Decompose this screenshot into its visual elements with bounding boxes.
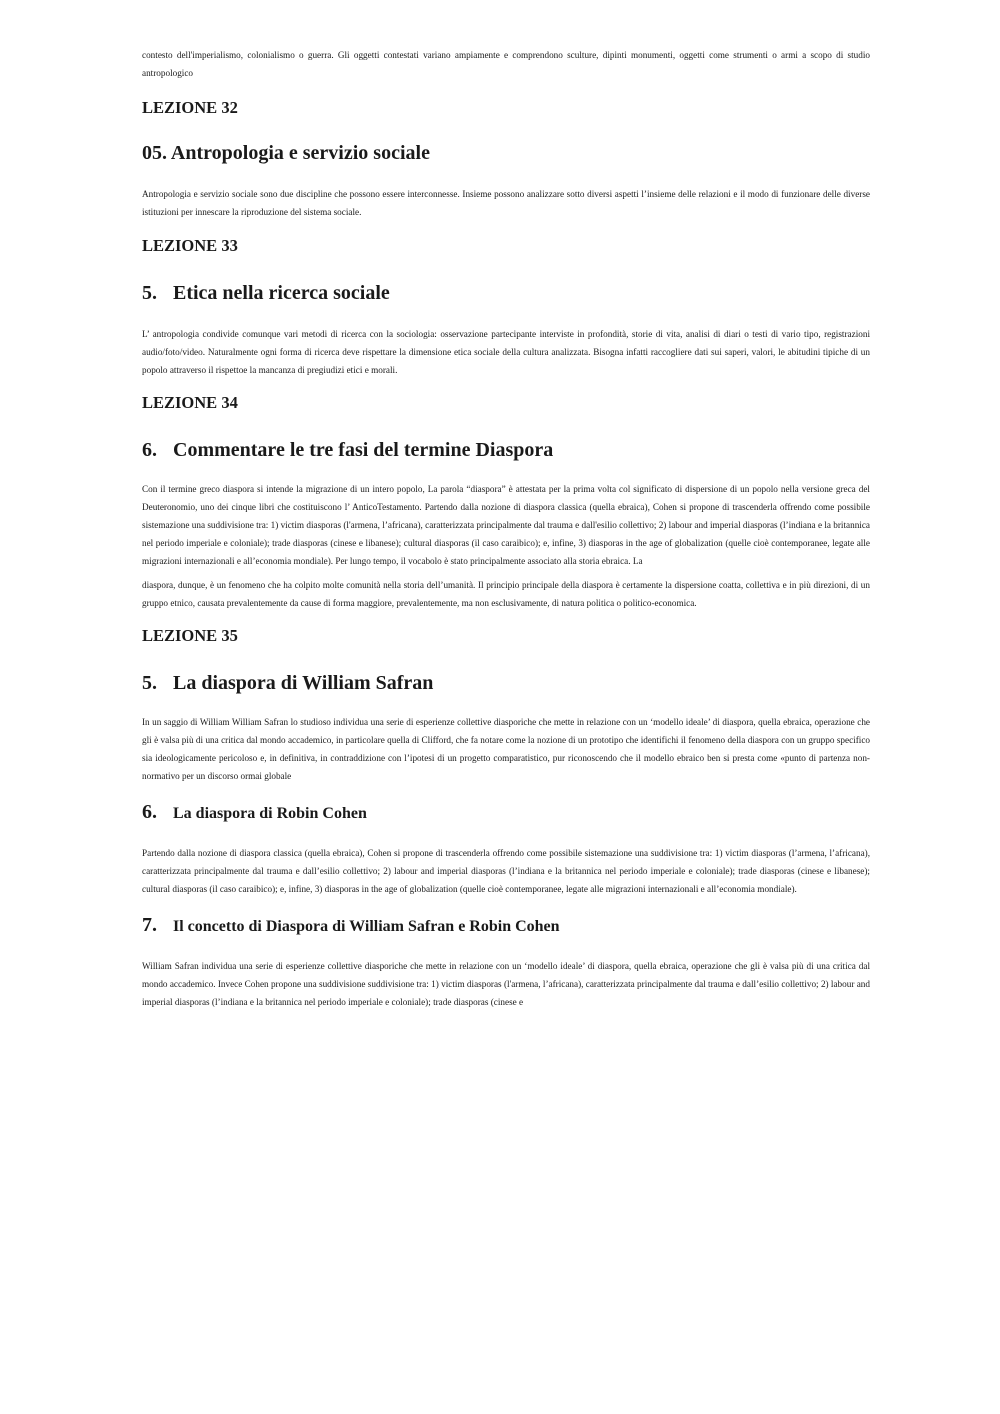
- section-antropologia-heading: [142, 141, 870, 165]
- section-number: 5.: [142, 672, 157, 694]
- section-title: Etica nella ricerca sociale: [173, 282, 390, 304]
- lesson-33-heading: LEZIONE 33: [142, 236, 238, 255]
- section-safran-cohen-heading: [142, 912, 870, 939]
- section-number: 5.: [142, 282, 157, 304]
- diaspora-phases-paragraph-2: diaspora, dunque, è un fenomeno che ha colpito molte comunità nella storia dell’umanità. Il principio principale della diaspora è certamente la dispersione coatta, collettiva e in più direzioni, di un gruppo etnico, causata prevalentemente da cause di forma maggiore, prevalentemente, ma non esclusivamente, di natura politica o politico-economica.: [142, 580, 870, 608]
- lesson-32-heading: LEZIONE 32: [142, 98, 238, 117]
- section-title: Commentare le tre fasi del termine Diaspora: [173, 439, 554, 461]
- section-number: 6.: [142, 439, 157, 461]
- intro-paragraph: contesto dell'imperialismo, colonialismo o guerra. Gli oggetti contestati variano ampiamente e comprendono sculture, dipinti monumenti, oggetti come strumenti o armi a scopo di studio antropologico: [142, 50, 870, 78]
- lesson-35-heading: LEZIONE 35: [142, 626, 238, 645]
- section-number: 05.: [142, 142, 167, 164]
- safran-cohen-paragraph: William Safran individua una serie di esperienze collettive diasporiche che mette in relazione con un ‘modello ideale’ di diaspora, quella ebraica, operazione che gli è valsa più di una critica dal mondo accademico. Invece Cohen propone una suddivisione suddivisione tra: 1) victim diasporas (l'armena, l’africana), caratterizzata principalmente dal trauma e dall’esilio collettivo; 2) labour and imperial diasporas (l’indiana e la britannica nel periodo imperiale e coloniale); trade diasporas (cinese e: [142, 961, 870, 1007]
- lesson-34-heading: LEZIONE 34: [142, 393, 238, 412]
- section-diaspora-phases-heading: [142, 438, 870, 462]
- section-title: La diaspora di Robin Cohen: [173, 805, 367, 822]
- cohen-paragraph: Partendo dalla nozione di diaspora classica (quella ebraica), Cohen si propone di trascenderla offrendo come possibile sistemazione una suddivisione tra: 1) victim diasporas (l’armena, l’africana), caratterizzata principalmente dal trauma e dall’esilio collettivo; 2) labour and imperial diasporas (l’indiana e la britannica nel periodo imperiale e coloniale); trade diasporas (cinese e libanese); cultural diasporas (il caso caraibico); e, infine, 3) diasporas in the age of globalization (quelle cioè contemporanee, legate alle migrazioni internazionali e all’economia mondiale).: [142, 848, 870, 894]
- section-title: La diaspora di William Safran: [173, 672, 434, 694]
- antropologia-paragraph: Antropologia e servizio sociale sono due discipline che possono essere interconnesse. Insieme possono analizzare sotto diversi aspetti l’insieme delle relazioni e il modo di funzionare delle diverse istituzioni per innescare la riproduzione del sistema sociale.: [142, 189, 870, 217]
- diaspora-phases-paragraph-1: Con il termine greco diaspora si intende la migrazione di un intero popolo, La parola “diaspora” è attestata per la prima volta col significato di dispersione di un popolo nella versione greca del Deuteronomio, uno dei cinque libri che costituiscono l’ AnticoTestamento. Partendo dalla nozione di diaspora classica (quella ebraica), Cohen si propone di trascenderla offrendo come possibile sistemazione una suddivisione tra: 1) victim diasporas (l'armena, l’africana), caratterizzata principalmente dal trauma e dall'esilio collettivo; 2) labour and imperial diasporas (l’indiana e la britannica nel periodo imperiale e coloniale); trade diasporas (cinese e libanese); cultural diasporas (il caso caraibico); e, infine, 3) diasporas in the age of globalization (quelle cioè contemporanee, legate alle migrazioni internazionali e all’economia mondiale). Per lungo tempo, il vocabolo è stato principalmente associato alla storia ebraica. La: [142, 484, 870, 566]
- section-safran-heading: [142, 671, 870, 695]
- section-title: Antropologia e servizio sociale: [170, 142, 430, 164]
- section-etica-heading: [142, 281, 870, 305]
- section-number: 6.: [142, 801, 157, 823]
- section-title: Il concetto di Diaspora di William Safran e Robin Cohen: [173, 918, 560, 935]
- safran-paragraph: In un saggio di William William Safran lo studioso individua una serie di esperienze collettive diasporiche che mette in relazione con un ‘modello ideale’ di diaspora, quella ebraica, operazione che gli è valsa più di una critica dal mondo accademico, in particolare quella di Clifford, che fa notare come la nozione di un prototipo che identifichi il fenomeno della diaspora con un gruppo specifico sia ideologicamente pericoloso e, in definitiva, in contraddizione con l’ipotesi di un progetto comparatistico, pur riconoscendo che il modello ebraico ben si presta come «punto di partenza non-normativo per un discorso ormai globale: [142, 717, 870, 781]
- document-page: [142, 46, 870, 1011]
- etica-paragraph: L’ antropologia condivide comunque vari metodi di ricerca con la sociologia: osservazione partecipante interviste in profondità, storie di vita, analisi di diari o testi di vario tipo, registrazioni audio/foto/video. Naturalmente ogni forma di ricerca deve rispettare la dimensione etica sociale della cultura analizzata. Bisogna infatti raccogliere dati sui saperi, valori, le abitudini tipiche di un popolo attraverso il rispettoe la mancanza di pregiudizi etici e morali.: [142, 329, 870, 375]
- section-cohen-heading: [142, 799, 870, 826]
- section-number: 7.: [142, 914, 157, 936]
